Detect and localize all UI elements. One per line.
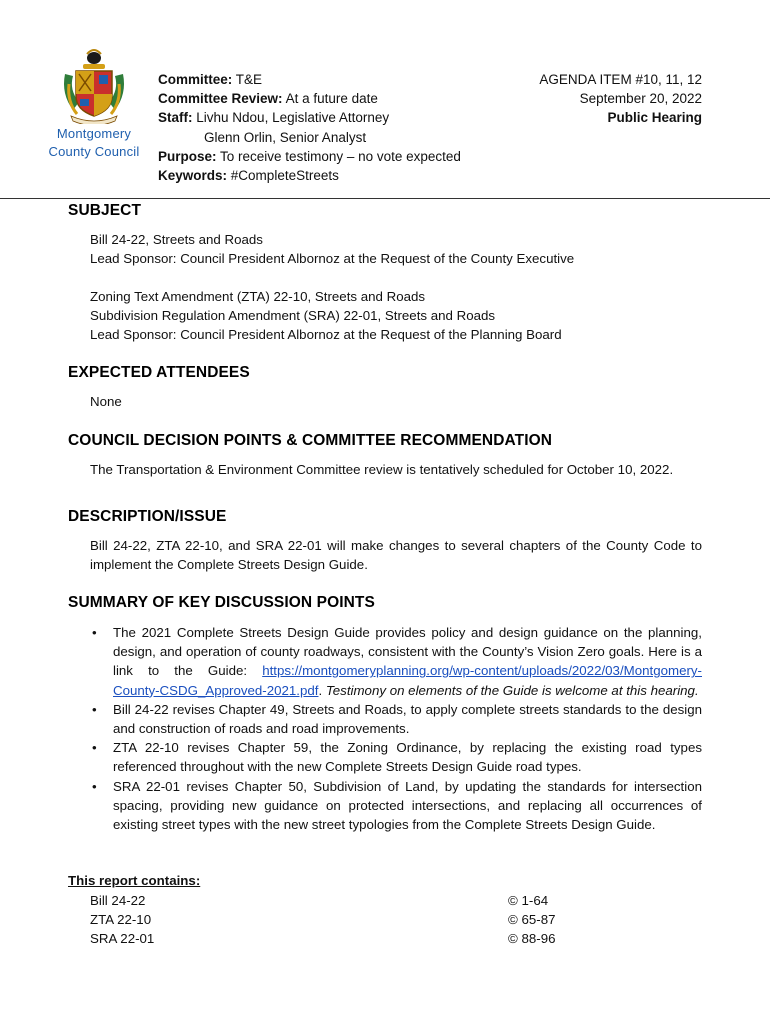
list-item — [90, 777, 702, 835]
county-name-line2: County Council — [48, 144, 140, 159]
contains-heading: This report contains: — [68, 873, 201, 888]
contains-table — [90, 891, 590, 949]
staff-value-2: Glenn Orlin, Senior Analyst — [204, 129, 367, 145]
staff-value-1: Livhu Ndou, Legislative Attorney — [196, 110, 390, 126]
bullet-1-text: The 2021 Complete Streets Design Guide provides policy and design guidance on the planning, design, and operation of county roadways, consistent with the County’s Vision Zero goals. Here is a link to the Guide: — [113, 625, 702, 679]
table-row — [90, 891, 590, 910]
purpose-label: Purpose: — [158, 148, 217, 164]
list-item — [90, 623, 702, 700]
bullet-icon: • — [92, 701, 97, 717]
header-details — [158, 70, 461, 185]
keywords-label: Keywords: — [158, 168, 228, 184]
purpose-value: To receive testimony – no vote expected — [220, 148, 461, 164]
bullet-3-text: ZTA 22-10 revises Chapter 59, the Zoning Ordinance, by replacing the existing road types referenced throughout with the new Complete Streets Design Guide road types. — [113, 740, 702, 775]
subject-group-2 — [90, 287, 702, 345]
bullet-icon: • — [92, 625, 97, 640]
contains-item-name: Bill 24-22 — [90, 893, 146, 908]
subject-group-1 — [90, 230, 702, 268]
bullet-icon: • — [92, 740, 97, 756]
contains-item-name: ZTA 22-10 — [90, 912, 152, 928]
hearing-type: Public Hearing — [607, 110, 702, 126]
committee-line — [158, 70, 461, 89]
review-value: At a future date — [285, 91, 378, 107]
subject-line: Zoning Text Amendment (ZTA) 22-10, Streets and Roads — [90, 289, 426, 304]
decision-heading: COUNCIL DECISION POINTS & COMMITTEE RECOMMENDATION — [68, 432, 553, 449]
meeting-date: September 20, 2022 — [579, 91, 702, 107]
bullet-1-italic: Testimony on elements of the Guide is welcome at this hearing. — [325, 682, 699, 698]
staff-label: Staff: — [158, 110, 193, 126]
table-row — [90, 929, 590, 948]
keywords-line — [158, 166, 461, 185]
subject-line: Bill 24-22, Streets and Roads — [90, 232, 263, 247]
bullet-icon: • — [92, 778, 97, 794]
agenda-info — [539, 70, 702, 128]
attendees-heading: EXPECTED ATTENDEES — [68, 364, 250, 381]
description-heading: DESCRIPTION/ISSUE — [68, 508, 227, 525]
description-text: Bill 24-22, ZTA 22-10, and SRA 22-01 will make changes to several chapters of the County Code to implement the Complete Streets Design Guide. — [90, 538, 702, 573]
purpose-line — [158, 147, 461, 166]
county-name-line1: Montgomery — [56, 126, 132, 141]
staff-line — [158, 108, 461, 127]
bullet-2-text: Bill 24-22 revises Chapter 49, Streets and Roads, to apply complete streets standards to the design and construction of roads and road improvements. — [113, 701, 702, 737]
committee-value: T&E — [235, 72, 263, 87]
summary-list — [90, 623, 702, 834]
contains-item-name: SRA 22-01 — [90, 931, 155, 947]
bullet-4-text: SRA 22-01 revises Chapter 50, Subdivision of Land, by updating the standards for intersection spacing, providing new guidance on protected intersections, and replacing all occurrences of existing street types with the new street typologies from the Complete Streets Design Guide. — [113, 778, 702, 833]
county-logo — [44, 44, 144, 160]
contains-item-pages: © 65-87 — [508, 912, 556, 928]
review-line — [158, 89, 461, 108]
keywords-value: #CompleteStreets — [230, 168, 339, 184]
decision-text: The Transportation & Environment Committee review is tentatively scheduled for October 10, 2022. — [90, 462, 674, 477]
subject-line: Lead Sponsor: Council President Albornoz at the Request of the County Executive — [90, 251, 575, 267]
bullet-1-period: . — [318, 682, 323, 698]
list-item — [90, 700, 702, 738]
subject-line: Lead Sponsor: Council President Albornoz at the Request of the Planning Board — [90, 327, 562, 343]
contains-item-pages: © 88-96 — [508, 931, 556, 947]
list-item — [90, 738, 702, 776]
county-seal-icon — [59, 44, 129, 124]
committee-label: Committee: — [158, 72, 233, 87]
attendees-text: None — [90, 394, 122, 409]
header-divider — [0, 198, 770, 199]
subject-heading: SUBJECT — [68, 202, 142, 219]
guide-link[interactable]: https://montgomeryplanning.org/wp-content/uploads/2022/03/Montgomery-County-CSDG_Approved-2021.pdf — [113, 663, 702, 698]
contains-item-pages: © 1-64 — [508, 893, 549, 908]
subject-line: Subdivision Regulation Amendment (SRA) 22-01, Streets and Roads — [90, 308, 496, 324]
agenda-item: AGENDA ITEM #10, 11, 12 — [539, 72, 702, 87]
summary-heading: SUMMARY OF KEY DISCUSSION POINTS — [68, 594, 375, 611]
review-label: Committee Review: — [158, 91, 283, 107]
table-row — [90, 910, 590, 929]
